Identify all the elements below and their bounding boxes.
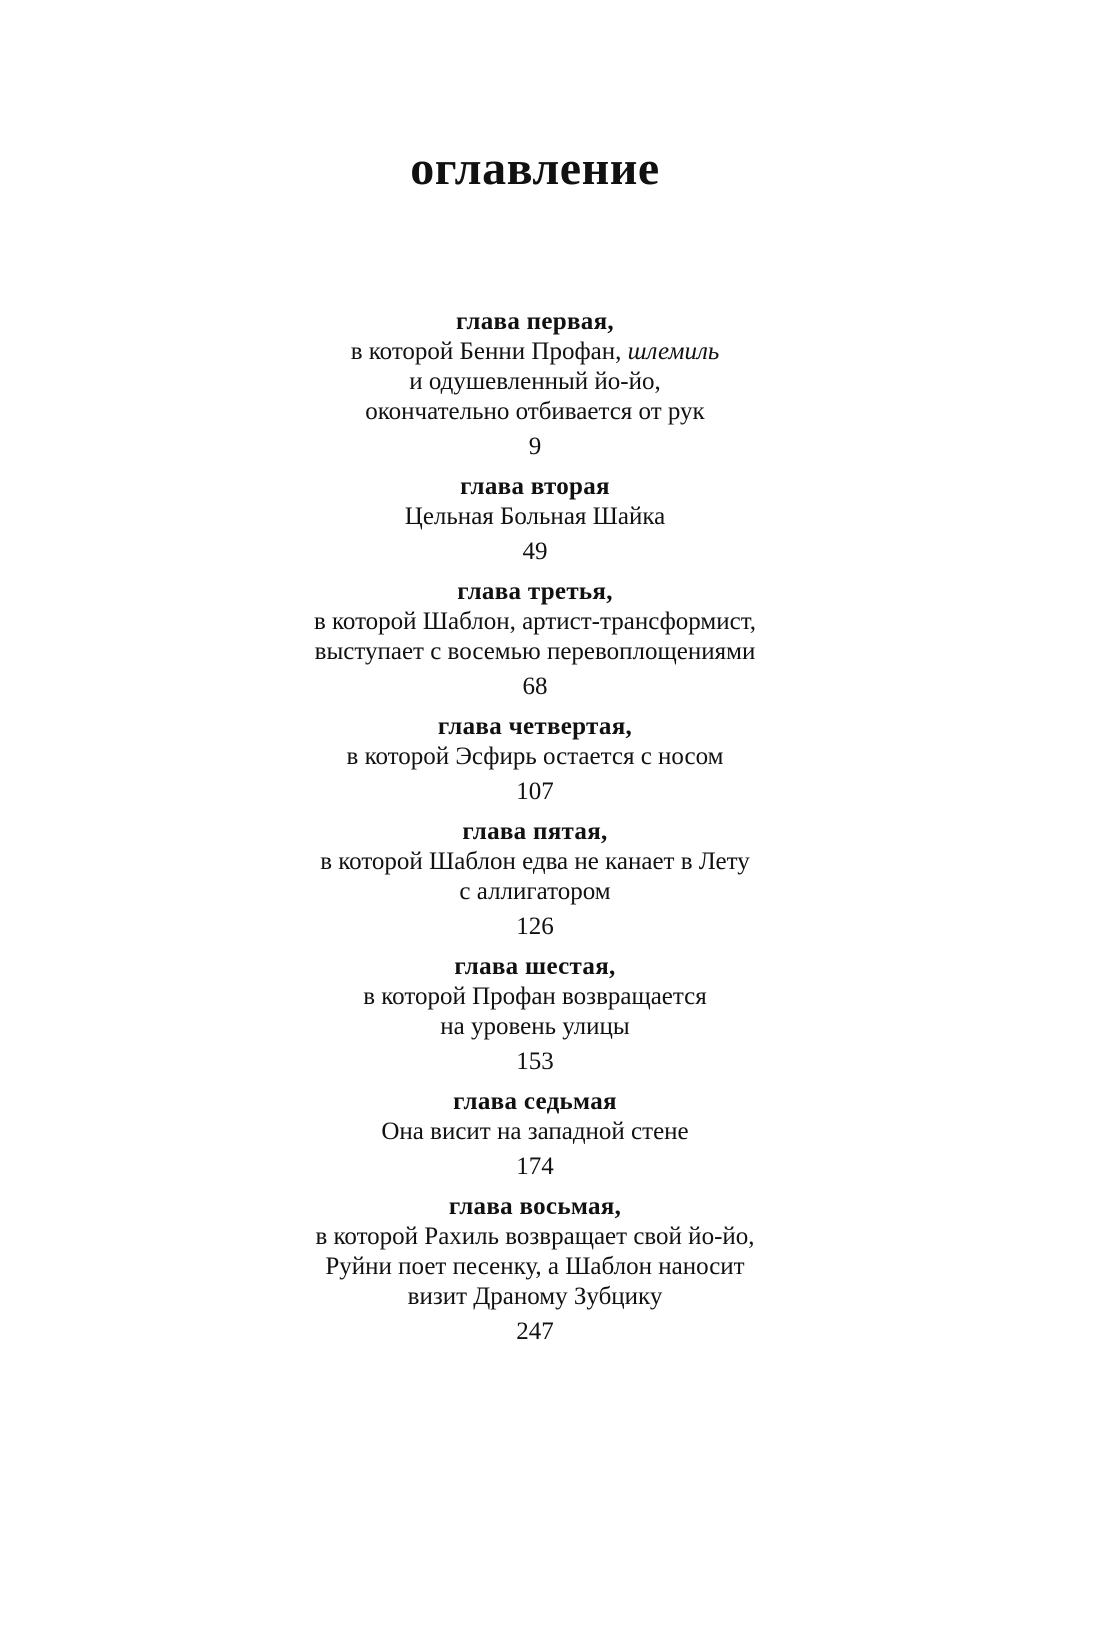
chapter-subtitle-line xyxy=(0,847,1070,877)
toc-entry xyxy=(0,712,1070,807)
chapter-subtitle-line xyxy=(0,502,1070,532)
toc-entry xyxy=(0,1087,1070,1182)
chapter-subtitle-text: с аллигатором xyxy=(459,878,611,905)
chapter-page-number: 9 xyxy=(528,433,542,460)
chapter-subtitle-text: в которой Рахиль возвращает свой йо-йо, xyxy=(315,1223,755,1250)
chapter-page-number: 126 xyxy=(516,913,554,940)
chapter-heading: глава третья, xyxy=(457,578,613,605)
table-of-contents xyxy=(0,307,1070,1357)
chapter-subtitle-text: в которой Бенни Профан, xyxy=(350,338,628,365)
chapter-subtitle-text: визит Драному Зубцику xyxy=(407,1283,663,1310)
chapter-page-number: 247 xyxy=(516,1318,554,1345)
chapter-subtitle-text: в которой Шаблон, артист-трансформист, xyxy=(313,608,757,635)
chapter-heading: глава пятая, xyxy=(462,818,608,845)
chapter-heading: глава восьмая, xyxy=(448,1193,622,1220)
chapter-subtitle-text: окончательно отбивается от рук xyxy=(365,398,705,425)
chapter-subtitle-line xyxy=(0,1117,1070,1147)
chapter-subtitle-text: выступает с восемью перевоплощениями xyxy=(314,638,756,665)
chapter-page-number: 49 xyxy=(522,538,548,565)
toc-entry xyxy=(0,817,1070,942)
toc-entry xyxy=(0,577,1070,702)
chapter-subtitle-line xyxy=(0,1252,1070,1282)
chapter-subtitle-line xyxy=(0,637,1070,667)
chapter-subtitle-line xyxy=(0,367,1070,397)
chapter-page-number: 68 xyxy=(522,673,548,700)
chapter-subtitle-line xyxy=(0,397,1070,427)
chapter-subtitle-text: и одушевленный йо-йо, xyxy=(409,368,661,395)
toc-entry xyxy=(0,952,1070,1077)
chapter-subtitle-text: на уровень улицы xyxy=(440,1013,630,1040)
chapter-subtitle-line xyxy=(0,337,1070,367)
chapter-page-number: 107 xyxy=(516,778,554,805)
chapter-heading: глава четвертая, xyxy=(437,713,633,740)
chapter-subtitle-text: Она висит на западной стене xyxy=(381,1118,689,1145)
chapter-subtitle-line xyxy=(0,982,1070,1012)
chapter-subtitle-italic-word: шлемиль xyxy=(627,338,720,365)
toc-entry xyxy=(0,1192,1070,1347)
page-title: оглавление xyxy=(410,142,660,195)
chapter-subtitle-text: в которой Профан возвращается xyxy=(363,983,707,1010)
toc-entry xyxy=(0,307,1070,462)
chapter-subtitle-line xyxy=(0,1282,1070,1312)
chapter-subtitle-line xyxy=(0,1222,1070,1252)
chapter-page-number: 174 xyxy=(516,1153,554,1180)
chapter-subtitle-line xyxy=(0,1012,1070,1042)
chapter-heading: глава шестая, xyxy=(454,953,616,980)
chapter-subtitle-line xyxy=(0,877,1070,907)
chapter-subtitle-text: Руйни поет песенку, а Шаблон наносит xyxy=(325,1253,745,1280)
chapter-subtitle-line xyxy=(0,607,1070,637)
chapter-subtitle-text: в которой Шаблон едва не канает в Лету xyxy=(320,848,750,875)
chapter-heading: глава первая, xyxy=(456,308,614,335)
chapter-subtitle-line xyxy=(0,742,1070,772)
chapter-subtitle-text: Цельная Больная Шайка xyxy=(404,503,666,530)
toc-entry xyxy=(0,472,1070,567)
chapter-page-number: 153 xyxy=(516,1048,554,1075)
chapter-subtitle-text: в которой Эсфирь остается с носом xyxy=(346,743,724,770)
chapter-heading: глава седьмая xyxy=(453,1088,617,1115)
chapter-heading: глава вторая xyxy=(460,473,610,500)
